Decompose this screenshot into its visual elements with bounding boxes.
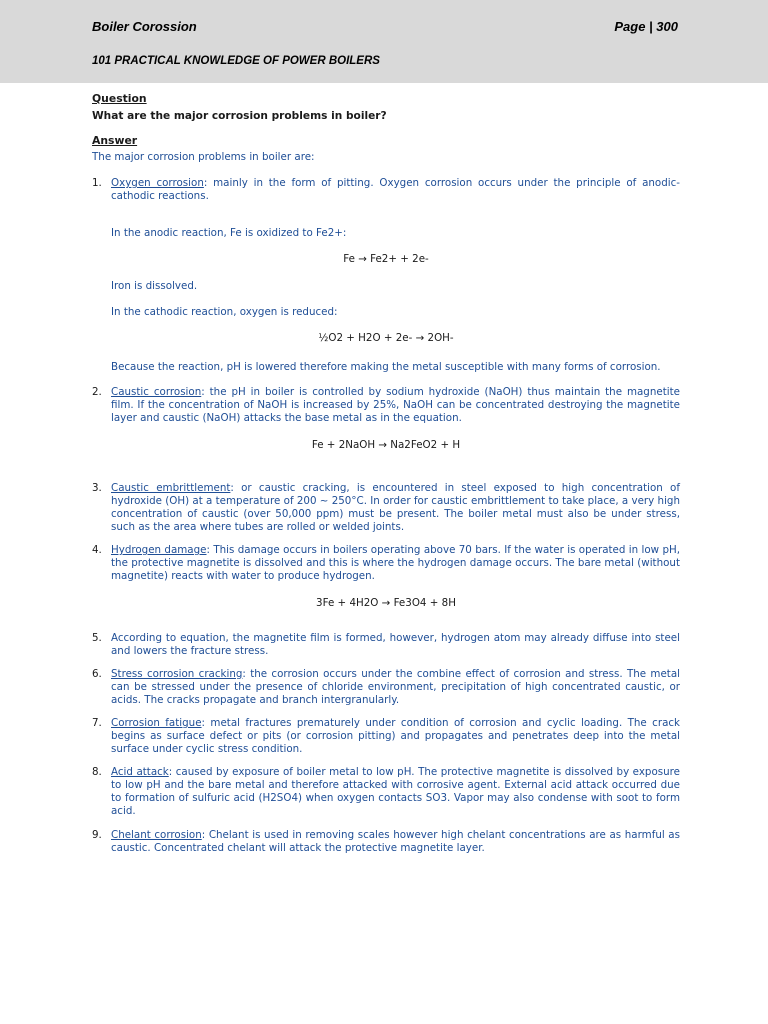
oxygen-corrosion-conclusion: Because the reaction, pH is lowered therefore making the metal susceptible with many forms of corrosion. xyxy=(111,361,661,373)
item-term: Hydrogen damage xyxy=(111,544,207,556)
item-text: : the pH in boiler is controlled by sodium hydroxide (NaOH) thus maintain the magnetite film. If the concentration of NaOH is increased by 25%, NaOH can be concentrated destroying the magnetite layer and caustic (NaOH) attacks the base metal as in the equation. xyxy=(111,386,680,424)
item-number: 8. xyxy=(92,766,102,778)
item-number: 5. xyxy=(92,632,102,644)
item-term: Caustic embrittlement xyxy=(111,482,231,494)
item-text: : the corrosion occurs under the combine effect of corrosion and stress. The metal can be stressed under the presence of chloride environment, precipitation of high concentrated caustic, or acids. The cracks propagate and branch intergranularly. xyxy=(111,668,680,706)
question-label: Question xyxy=(92,92,147,105)
item-number: 4. xyxy=(92,544,102,556)
item-text: : metal fractures prematurely under condition of corrosion and cyclic loading. The crack begins as surface defect or pits (or corrosion pitting) and propagates and penetrates deep into the metal surface under cyclic stress condition. xyxy=(111,717,681,755)
answer-intro: The major corrosion problems in boiler are: xyxy=(92,151,315,163)
item-term: Acid attack xyxy=(111,766,169,778)
item-number: 1. xyxy=(92,177,102,189)
item-number: 6. xyxy=(92,668,102,680)
list-item-chelant-corrosion xyxy=(92,829,680,855)
item-number: 3. xyxy=(92,482,102,494)
cathodic-intro: In the cathodic reaction, oxygen is reduced: xyxy=(111,306,338,318)
book-title: 101 PRACTICAL KNOWLEDGE OF POWER BOILERS xyxy=(92,55,380,67)
list-item-acid-attack xyxy=(92,766,680,818)
item-number: 9. xyxy=(92,829,102,841)
list-item-caustic-corrosion xyxy=(92,386,680,425)
hydrogen-equation: 3Fe + 4H2O → Fe3O4 + 8H xyxy=(316,597,456,609)
item-number: 7. xyxy=(92,717,102,729)
page-number: Page | 300 xyxy=(614,19,678,34)
item-term: Caustic corrosion xyxy=(111,386,202,398)
chapter-title: Boiler Corossion xyxy=(92,19,197,34)
item-term: Stress corrosion cracking xyxy=(111,668,243,680)
item-term: Chelant corrosion xyxy=(111,829,202,841)
anodic-equation: Fe → Fe2+ + 2e- xyxy=(343,253,429,265)
item-term: Corrosion fatigue xyxy=(111,717,202,729)
list-item-oxygen-corrosion xyxy=(92,177,680,203)
page-header xyxy=(0,0,768,83)
item-text: : This damage occurs in boilers operating above 70 bars. If the water is operated in low pH, the protective magnetite is dissolved and this is where the hydrogen damage occurs. The bare metal (without magnetite) reacts with water to produce hydrogen. xyxy=(111,544,680,582)
item-text: : caused by exposure of boiler metal to low pH. The protective magnetite is dissolved by exposure to low pH and the bare metal and therefore attacked with corrosive agent. External acid attack occurred due to formation of sulfuric acid (H2SO4) when oxygen contacts SO3. Vapor may also condense with soot to form acid. xyxy=(111,766,680,817)
list-item-corrosion-fatigue xyxy=(92,717,680,756)
list-item-stress-corrosion-cracking xyxy=(92,668,680,707)
item-text: : mainly in the form of pitting. Oxygen corrosion occurs under the principle of anodic-cathodic reactions. xyxy=(111,177,681,202)
answer-label: Answer xyxy=(92,134,138,147)
page-body xyxy=(92,92,680,855)
list-item-hydrogen-damage xyxy=(92,544,680,583)
anodic-intro: In the anodic reaction, Fe is oxidized to Fe2+: xyxy=(111,227,347,239)
iron-dissolved-text: Iron is dissolved. xyxy=(111,280,198,292)
item-text: According to equation, the magnetite film is formed, however, hydrogen atom may already diffuse into steel and lowers the fracture stress. xyxy=(111,632,680,657)
caustic-equation: Fe + 2NaOH → Na2FeO2 + H xyxy=(311,439,461,451)
item-text: : or caustic cracking, is encountered in steel exposed to high concentration of hydroxide (OH) at a temperature of 200 ~ 250°C. In order for caustic embrittlement to take place, a very high concentration of caustic (over 50,000 ppm) must be present. The boiler metal must also be under stress, such as the area where tubes are rolled or welded joints. xyxy=(111,482,680,533)
cathodic-equation: ½O2 + H2O + 2e- → 2OH- xyxy=(318,332,454,344)
question-text: What are the major corrosion problems in boiler? xyxy=(92,110,387,122)
list-item-caustic-embrittlement xyxy=(92,482,680,534)
list-item-fracture-stress xyxy=(92,632,680,658)
item-text: : Chelant is used in removing scales however high chelant concentrations are as harmful as caustic. Concentrated chelant will attack the protective magnetite layer. xyxy=(111,829,680,854)
item-term: Oxygen corrosion xyxy=(111,177,204,189)
item-number: 2. xyxy=(92,386,102,398)
